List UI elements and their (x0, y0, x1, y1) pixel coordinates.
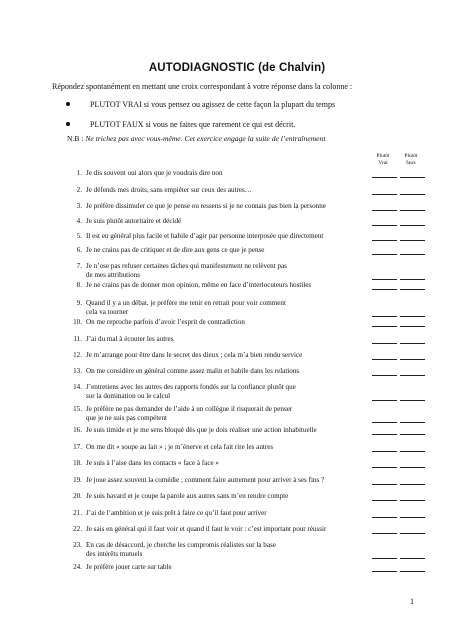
answer-blank-vrai[interactable] (372, 571, 397, 572)
item-number: 19. (73, 476, 82, 484)
answer-blank-faux[interactable] (400, 434, 425, 435)
answer-blank-vrai[interactable] (372, 400, 397, 401)
answer-blank-faux[interactable] (400, 289, 425, 290)
answer-blank-faux[interactable] (400, 225, 425, 226)
answer-blank-faux[interactable] (400, 451, 425, 452)
answer-blank-vrai[interactable] (372, 289, 397, 290)
item-number: 13. (73, 367, 82, 375)
item-number: 18. (73, 459, 82, 467)
nb-text: Ne trichez pas avec vous-même. Cet exercice engage la suite de l’entraînement (85, 134, 326, 143)
item-text: Je suis timide et je me sens bloqué dès que je dois réaliser une action inhabituelle (86, 426, 317, 434)
item-text: Je ne crains pas de donner mon opinion, même en face d’interlocuteurs hostiles (86, 281, 312, 289)
item-text: On me considère en général comme assez malin et habile dans les relations (86, 367, 300, 375)
item-number: 2. (76, 186, 82, 194)
item-number: 11. (73, 335, 82, 343)
item-text: J’entretiens avec les autres des rapports fondés sur la confiance plutôt que sur la domination ou le calcul (86, 383, 296, 400)
intro-text: Répondez spontanément en mettant une croix correspondant à votre réponse dans la colonne : (52, 82, 353, 91)
answer-blank-faux[interactable] (400, 279, 425, 280)
answer-blank-faux[interactable] (400, 571, 425, 572)
answer-blank-vrai[interactable] (372, 177, 397, 178)
item-text: Je préfère jouer carte sur table (86, 563, 172, 571)
item-text: Je dis souvent oui alors que je voudrais dire non (86, 169, 223, 177)
answer-blank-faux[interactable] (400, 194, 425, 195)
answer-blank-faux[interactable] (400, 422, 425, 423)
item-text: Je m’arrange pour être dans le secret des dieux ; cela m’a bien rendu service (86, 351, 303, 359)
answer-blank-vrai[interactable] (372, 422, 397, 423)
answer-blank-faux[interactable] (400, 359, 425, 360)
column-header-faux: Plutôt faux (404, 153, 418, 166)
item-number: 5. (76, 232, 82, 240)
item-number: 17. (73, 443, 82, 451)
item-text: Je suis bavard et je coupe la parole aux autres sans m’en rendre compte (86, 492, 289, 500)
answer-blank-faux[interactable] (400, 500, 425, 501)
item-text: J’ai de l’ambition et je suis prêt à faire ce qu’il faut pour arriver (86, 509, 267, 517)
answer-blank-vrai[interactable] (372, 451, 397, 452)
item-text: Je sais en général qui il faut voir et quand il faut le voir : c’est important pour réussir (86, 525, 327, 533)
item-text: Je n’ose pas refuser certaines tâches qui manifestement ne relèvent pas de mes attributions (86, 262, 287, 279)
answer-blank-vrai[interactable] (372, 533, 397, 534)
item-text: Quand il y a un débat, je préfère me tenir en retrait pour voir comment cela va tourner (86, 299, 286, 316)
item-number: 4. (76, 217, 82, 225)
item-text: J’ai du mal à écouter les autres (86, 335, 174, 343)
item-number: 12. (73, 351, 82, 359)
column-header-vrai: Plutôt Vrai (376, 153, 390, 166)
item-text: Je ne crains pas de critiquer et de dire aux gens ce que je pense (86, 246, 265, 254)
item-number: 1. (76, 169, 82, 177)
answer-blank-vrai[interactable] (372, 359, 397, 360)
item-text: En cas de désaccord, je cherche les compromis réalistes sur la base des intérêts mutuels (86, 541, 276, 558)
page-number: 1 (410, 597, 414, 606)
item-number: 20. (73, 492, 82, 500)
item-text: On me reproche parfois d’avoir l’esprit de contradiction (86, 318, 245, 326)
item-number: 24. (73, 563, 82, 571)
answer-blank-faux[interactable] (400, 533, 425, 534)
item-text: Je suis à l’aise dans les contacts « face à face » (86, 459, 219, 467)
answer-blank-faux[interactable] (400, 375, 425, 376)
answer-blank-vrai[interactable] (372, 434, 397, 435)
answer-blank-faux[interactable] (400, 254, 425, 255)
answer-blank-vrai[interactable] (372, 326, 397, 327)
nb-label: N.B : (67, 134, 86, 143)
bullet-item-vrai: PLUTOT VRAI si vous pensez ou agissez de cette façon la plupart du temps (66, 100, 335, 120)
item-number: 23. (73, 541, 82, 549)
item-number: 16. (73, 426, 82, 434)
answer-blank-vrai[interactable] (372, 210, 397, 211)
item-number: 3. (76, 202, 82, 210)
answer-blank-vrai[interactable] (372, 343, 397, 344)
answer-blank-vrai[interactable] (372, 375, 397, 376)
answer-blank-vrai[interactable] (372, 225, 397, 226)
answer-blank-vrai[interactable] (372, 279, 397, 280)
item-number: 15. (73, 405, 82, 413)
item-number: 8. (76, 281, 82, 289)
item-number: 6. (76, 246, 82, 254)
answer-blank-faux[interactable] (400, 177, 425, 178)
answer-blank-faux[interactable] (400, 400, 425, 401)
answer-blank-vrai[interactable] (372, 500, 397, 501)
answer-blank-faux[interactable] (400, 467, 425, 468)
item-text: Je préfère dissimuler ce que je pense ou ressens si je ne connais pas bien la personne (86, 202, 326, 210)
item-number: 10. (73, 318, 82, 326)
answer-blank-faux[interactable] (400, 316, 425, 317)
answer-blank-faux[interactable] (400, 517, 425, 518)
item-number: 9. (76, 299, 82, 307)
answer-blank-vrai[interactable] (372, 254, 397, 255)
answer-blank-faux[interactable] (400, 326, 425, 327)
item-number: 22. (73, 525, 82, 533)
item-text: Je joue assez souvent la comédie ; comment faire autrement pour arriver à ses fins ? (86, 476, 325, 484)
answer-blank-vrai[interactable] (372, 558, 397, 559)
item-number: 14. (73, 383, 82, 391)
item-text: Je défends mes droits, sans empiéter sur ceux des autres… (86, 186, 252, 194)
answer-blank-faux[interactable] (400, 484, 425, 485)
answer-blank-vrai[interactable] (372, 467, 397, 468)
item-text: On me dit « soupe au lait » ; je m’énerve et cela fait rire les autres (86, 443, 274, 451)
item-text: Je suis plutôt autoritaire et décidé (86, 217, 182, 225)
answer-blank-vrai[interactable] (372, 194, 397, 195)
item-number: 21. (73, 509, 82, 517)
answer-blank-vrai[interactable] (372, 316, 397, 317)
answer-blank-faux[interactable] (400, 240, 425, 241)
answer-blank-faux[interactable] (400, 210, 425, 211)
answer-blank-vrai[interactable] (372, 484, 397, 485)
item-number: 7. (76, 262, 82, 270)
item-text: Il est en général plus facile et habile d’agir par personne interposée que directement (86, 232, 324, 240)
document-title: AUTODIAGNOSTIC (de Chalvin) (148, 62, 326, 74)
item-text: Je préfère ne pas demander de l’aide à un collègue il risquerait de penser que je ne suis pas compétent (86, 405, 293, 422)
answer-blank-faux[interactable] (400, 343, 425, 344)
bullet-item-faux: PLUTOT FAUX si vous ne faites que rarement ce qui est décrit. (66, 120, 335, 140)
answer-blank-vrai[interactable] (372, 517, 397, 518)
answer-blank-vrai[interactable] (372, 240, 397, 241)
answer-blank-faux[interactable] (400, 558, 425, 559)
